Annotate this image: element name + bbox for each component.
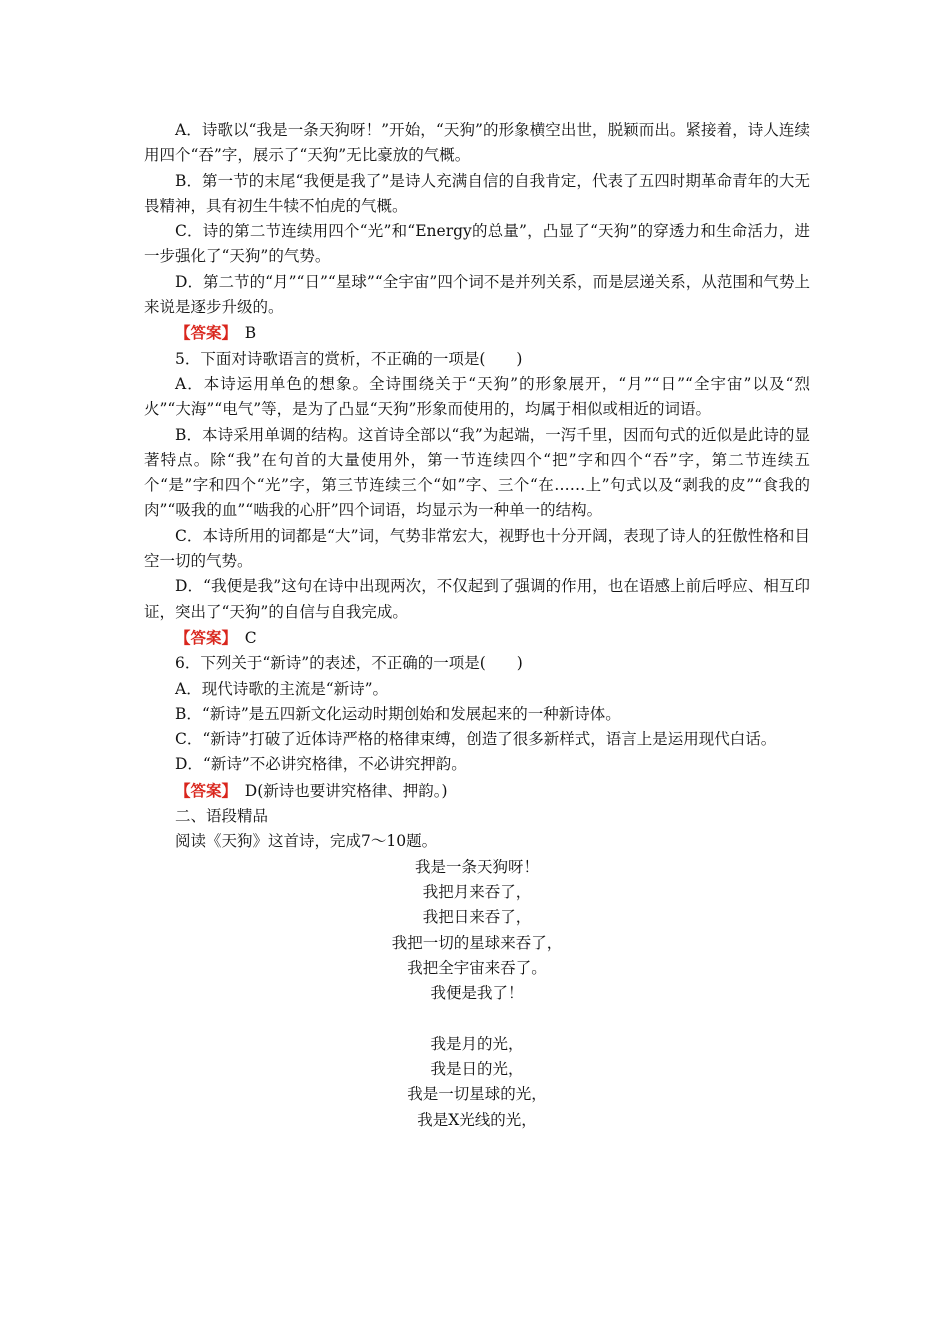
q5-answer: C [244, 628, 257, 647]
poem-line: 我把全宇宙来吞了。 [407, 958, 547, 977]
poem-line: 我把日来吞了， [422, 908, 532, 927]
poem-line: 我是X光线的光， [417, 1110, 537, 1129]
section-title: 二、语段精品 [175, 807, 269, 826]
q4-option-c: C．诗的第二节连续用四个“光”和“Energy的总量”，凸显了“天狗”的穿透力和生命活力，进一步强化了“天狗”的气势。 [144, 222, 810, 266]
q5-stem: 5．下面对诗歌语言的赏析，不正确的一项是( ) [175, 349, 523, 368]
q6-option-c: C．“新诗”打破了近体诗严格的格律束缚，创造了很多新样式，语言上是运用现代白话。 [175, 730, 777, 749]
q5-option-b: B．本诗采用单调的结构。这首诗全部以“我”为起端，一泻千里，因而句式的近似是此诗的显著特点。除“我”在句首的大量使用外，第一节连续四个“把”字和四个“吞”字，第二节连续五个“是”字和四个“光”字，第三节连续三个“如”字、三个“在……上”句式以及“剥我的皮”“食我的肉”“吸我的血”“啮我的心肝”四个词语，均显示为一种单一的结构。 [144, 425, 810, 520]
poem-line: 我是一切星球的光， [407, 1085, 547, 1104]
q6-option-d: D．“新诗”不必讲究格律，不必讲究押韵。 [175, 755, 467, 774]
q4-option-d: D．第二节的“月”“日”“星球”“全宇宙”四个词不是并列关系，而是层递关系，从范围和气势上来说是逐步升级的。 [144, 272, 810, 317]
q4-answer-line [144, 320, 810, 346]
answer-label: 【答案】 [175, 323, 230, 343]
q6-stem: 6．下列关于“新诗”的表述，不正确的一项是( ) [175, 654, 523, 673]
stanza-gap [144, 1006, 810, 1031]
q5-option-d: D．“我便是我”这句在诗中出现两次，不仅起到了强调的作用，也在语感上前后呼应、相互印证，突出了“天狗”的自信与自我完成。 [144, 577, 810, 621]
poem-line: 我便是我了！ [430, 984, 524, 1003]
q6-option-b: B．“新诗”是五四新文化运动时期创始和发展起来的一种新诗体。 [175, 704, 621, 723]
q6-answer-line [144, 778, 810, 804]
document-page [144, 118, 810, 1133]
answer-label: 【答案】 [175, 780, 230, 800]
q6-option-a: A．现代诗歌的主流是“新诗”。 [175, 679, 389, 698]
poem-line: 我把月来吞了， [422, 882, 532, 901]
q5-answer-line [144, 625, 810, 651]
reading-intro: 阅读《天狗》这首诗，完成7～10题。 [175, 832, 438, 851]
poem-line: 我是月的光， [430, 1034, 524, 1053]
q4-answer: B [244, 324, 257, 343]
q5-option-c: C．本诗所用的词都是“大”词，气势非常宏大，视野也十分开阔，表现了诗人的狂傲性格和目空一切的气势。 [144, 526, 810, 571]
answer-label: 【答案】 [175, 627, 230, 647]
poem-line: 我是日的光， [430, 1059, 524, 1078]
q5-option-a: A．本诗运用单色的想象。全诗围绕关于“天狗”的形象展开，“月”“日”“全宇宙”以及“烈火”“大海”“电气”等，是为了凸显“天狗”形象而使用的，均属于相似或相近的词语。 [144, 374, 810, 419]
poem-line: 我把一切的星球来吞了， [391, 933, 563, 952]
q4-option-b: B．第一节的末尾“我便是我了”是诗人充满自信的自我肯定，代表了五四时期革命青年的大无畏精神，具有初生牛犊不怕虎的气概。 [144, 171, 810, 215]
q4-option-a: A．诗歌以“我是一条天狗呀！”开始，“天狗”的形象横空出世，脱颖而出。紧接着，诗人连续用四个“吞”字，展示了“天狗”无比豪放的气概。 [144, 121, 810, 165]
q6-answer: D(新诗也要讲究格律、押韵。) [244, 781, 448, 800]
poem-line: 我是一条天狗呀！ [414, 857, 539, 876]
